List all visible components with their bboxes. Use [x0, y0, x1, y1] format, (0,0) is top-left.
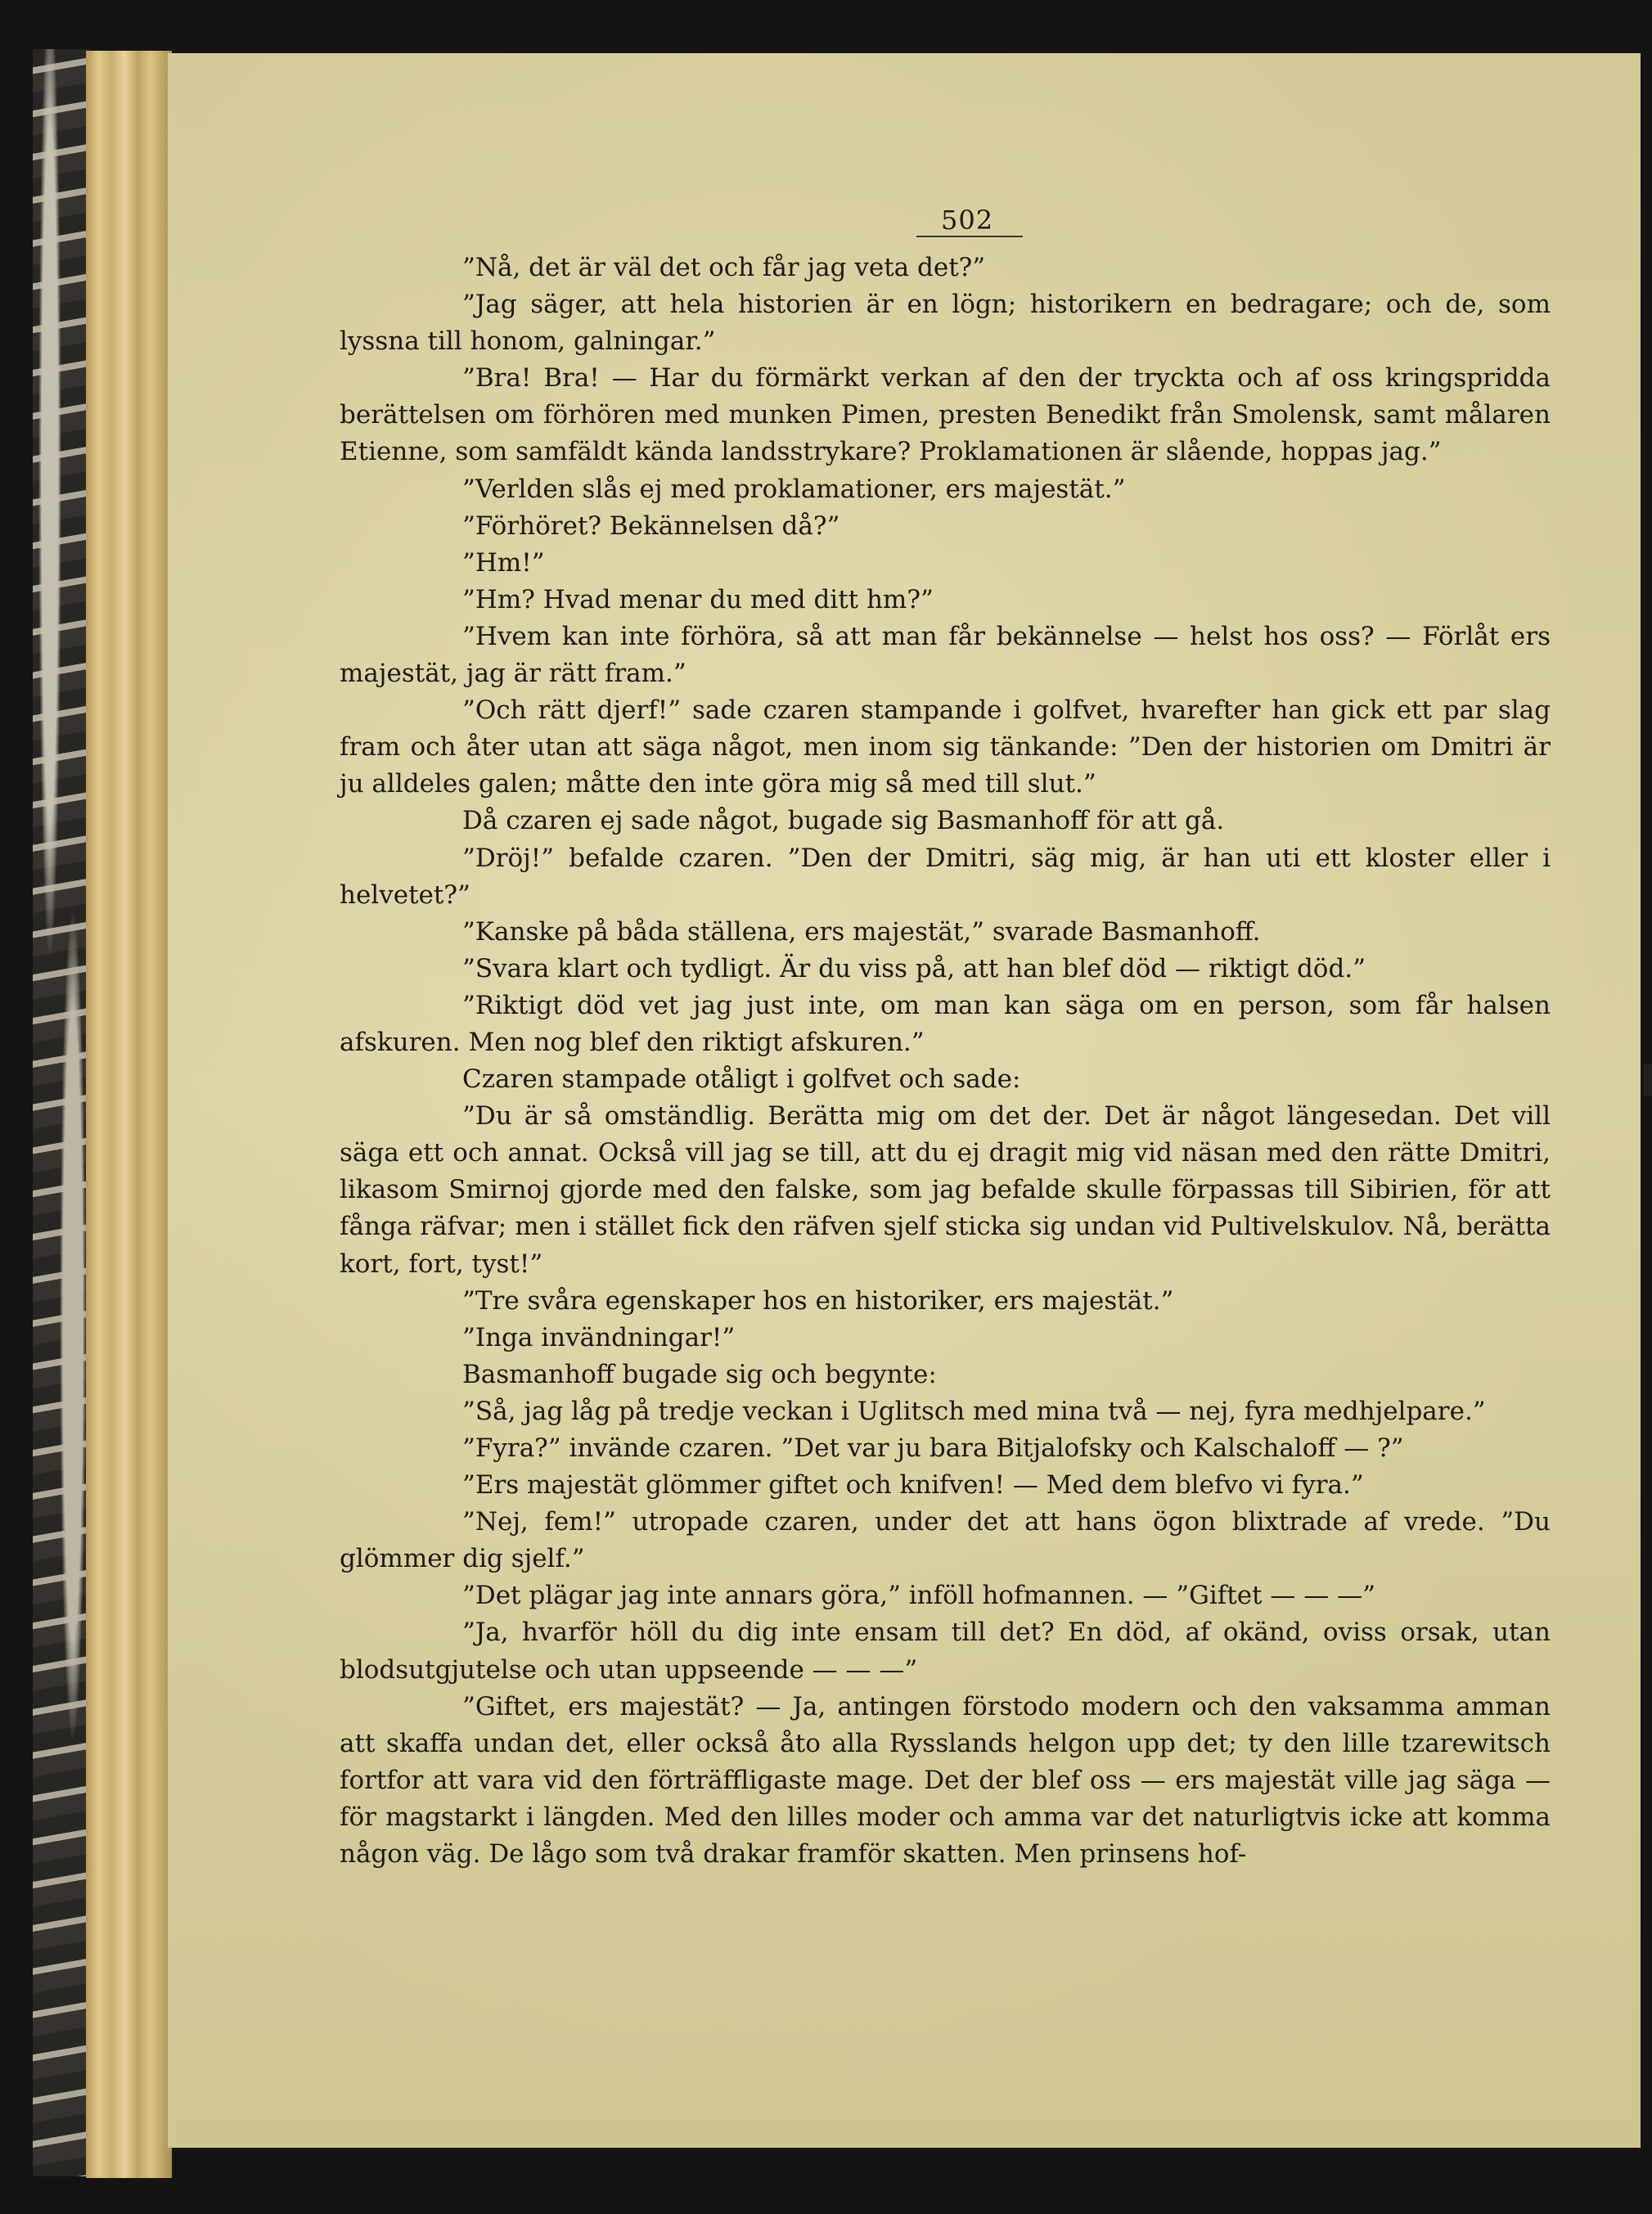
- paragraph: ”Så, jag låg på tredje veckan i Uglitsch med mina två — nej, fyra medhjelpare.”: [462, 1396, 1486, 1426]
- scan-edge-mark: [1644, 1064, 1652, 1096]
- paragraph: ”Du är så omständlig. Berätta mig om det der. Det är något längesedan. Det vill säga ett och annat. Också vill jag se till, att du ej dragit mig vid näsan med den rätte Dmitri, likasom Smirnoj gjorde med den falske, som jag befalde skulle förpassas till Sibirien, för att fånga räfvar; men i stället fick den räfven sjelf sticka sig undan vid Pultivelskulov. Nå, berätta kort, fort, tyst!”: [340, 1101, 1551, 1279]
- paragraph: ”Verlden slås ej med proklamationer, ers majestät.”: [462, 474, 1126, 504]
- paragraph: Basmanhoff bugade sig och begynte:: [462, 1359, 937, 1389]
- paragraph: ”Bra! Bra! — Har du förmärkt verkan af den der tryckta och af oss kringspridda berättelsen om förhören med munken Pimen, presten Benedikt från Smolensk, samt målaren Etienne, som samfäldt kända landsstrykare? Proklamationen är slående, hoppas jag.”: [340, 363, 1551, 467]
- gilded-page-edge: [86, 51, 172, 2178]
- paragraph: ”Jag säger, att hela historien är en lögn; historikern en bedragare; och de, som lyssna till honom, galningar.”: [340, 290, 1551, 357]
- paragraph: ”Nå, det är väl det och får jag veta det?”: [462, 253, 986, 282]
- page-number: 502: [941, 205, 994, 236]
- paragraph: ”Det plägar jag inte annars göra,” inföll hofmannen. — ”Giftet — — —”: [462, 1581, 1375, 1611]
- paragraph: ”Inga invändningar!”: [462, 1322, 736, 1352]
- paragraph: ”Dröj!” befalde czaren. ”Den der Dmitri, säg mig, är han uti ett kloster eller i helvetet?”: [340, 843, 1551, 910]
- paragraph: ”Riktigt död vet jag just inte, om man kan säga om en person, som får halsen afskuren. Men nog blef den riktigt afskuren.”: [340, 990, 1551, 1057]
- paragraph: ”Fyra?” invände czaren. ”Det var ju bara Bitjalofsky och Kalschaloff — ?”: [462, 1433, 1404, 1463]
- paragraph: ”Nej, fem!” utropade czaren, under det att hans ögon blixtrade af vrede. ”Du glömmer dig sjelf.”: [340, 1507, 1551, 1574]
- paragraph: ”Svara klart och tydligt. Är du viss på, att han blef död — riktigt död.”: [462, 953, 1366, 983]
- paragraph: ”Hm!”: [462, 547, 545, 578]
- paragraph: ”Hm? Hvad menar du med ditt hm?”: [462, 584, 934, 614]
- paragraph: ”Kanske på båda ställena, ers majestät,” svarade Basmanhoff.: [462, 916, 1261, 947]
- paragraph: ”Och rätt djerf!” sade czaren stampande i golfvet, hvarefter han gick ett par slag fram och åter utan att säga något, men inom sig tänkande: ”Den der historien om Dmitri är ju alldeles galen; måtte den inte göra mig så med till slut.”: [340, 695, 1551, 799]
- paragraph: ”Ja, hvarför höll du dig inte ensam till det? En död, af okänd, oviss orsak, utan blodsutgjutelse och utan uppseende — — —”: [340, 1618, 1551, 1685]
- paragraph: Då czaren ej sade något, bugade sig Basmanhoff för att gå.: [462, 806, 1225, 836]
- paragraph: ”Ers majestät glömmer giftet och knifven! — Med dem blefvo vi fyra.”: [462, 1470, 1364, 1501]
- body-text: [340, 250, 1551, 1873]
- paragraph: ”Hvem kan inte förhöra, så att man får bekännelse — helst hos oss? — Förlåt ers majestät, jag är rätt fram.”: [340, 621, 1551, 689]
- paragraph: ”Tre svåra egenskaper hos en historiker, ers majestät.”: [462, 1285, 1174, 1316]
- paragraph: ”Giftet, ers majestät? — Ja, antingen förstodo modern och den vaksamma amman att skaffa undan det, eller också åto alla Rysslands helgon upp det; ty den lille tzarewitsch fortfor att vara vid den förträffligaste mage. Det der blef oss — ers majestät ville jag säga — för magstarkt i längden. Med den lilles moder och amma var det naturligtvis icke att komma någon väg. De lågo som två drakar framför skatten. Men prinsens hof-: [340, 1691, 1551, 1870]
- paragraph: ”Förhöret? Bekännelsen då?”: [462, 511, 840, 541]
- marbled-book-edge: [33, 49, 90, 2176]
- paragraph: Czaren stampade otåligt i golfvet och sade:: [462, 1064, 1021, 1095]
- page-number-rule: [916, 236, 1023, 237]
